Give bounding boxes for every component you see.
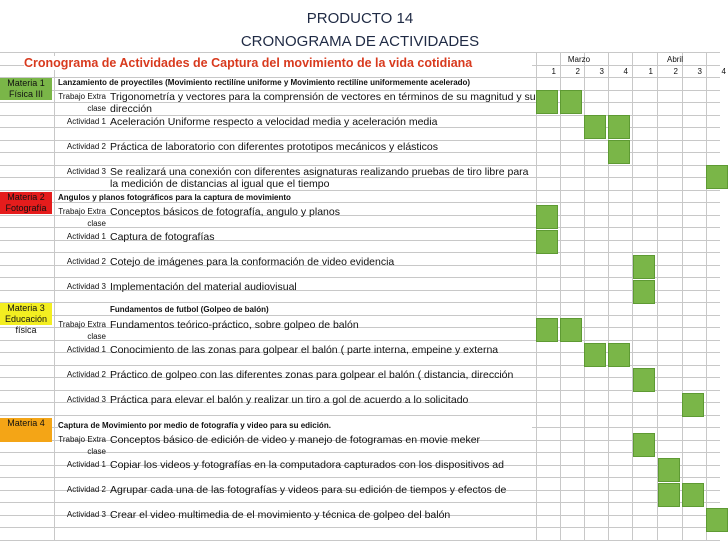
gantt-cell: [706, 508, 728, 532]
activity-label: Actividad 1: [66, 345, 106, 354]
gantt-cell: [682, 393, 704, 417]
gantt-cell: [608, 343, 630, 367]
activity-description: Copiar los videos y fotografías en la computadora capturados con los dispositivos ad: [110, 459, 504, 471]
grid-line: [0, 315, 720, 316]
grid-line: [0, 52, 720, 53]
grid-line: [536, 52, 537, 540]
activity-label: Trabajo Extra clase: [58, 92, 106, 113]
activity-description: Agrupar cada una de las fotografías y videos para su edición de tiempos y efectos de: [110, 484, 507, 496]
activity-description: Conceptos básicos de fotografía, angulo y planos: [110, 206, 340, 218]
gantt-cell: [658, 483, 680, 507]
week-label: 3: [599, 67, 604, 76]
activity-label: Actividad 3: [66, 167, 106, 176]
activity-label: Actividad 1: [66, 232, 106, 241]
activity-description: Fundamentos teórico-práctico, sobre golpeo de balón: [110, 319, 359, 331]
grid-line: [706, 52, 707, 540]
gantt-cell: [560, 318, 582, 342]
week-label: 4: [623, 67, 628, 76]
week-label: 2: [673, 67, 678, 76]
activity-description: Implementación del material audiovisual: [110, 281, 297, 293]
week-label: 3: [697, 67, 702, 76]
activity-description: Conocimiento de las zonas para golpear el balón ( parte interna, empeine y externa: [110, 344, 499, 356]
week-label: 2: [575, 67, 580, 76]
gantt-cell: [560, 90, 582, 114]
subject-label: Materia 2 Fotografía: [0, 192, 52, 214]
grid-line: [560, 52, 561, 540]
gantt-cell: [608, 115, 630, 139]
week-label: 1: [551, 67, 556, 76]
activity-description: Práctica de laboratorio con diferentes prototipos mecánicos y elásticos: [110, 141, 439, 153]
activity-description: Aceleración Uniforme respecto a velocidad media y aceleración media: [110, 116, 438, 128]
activity-label: Actividad 3: [66, 282, 106, 291]
activity-label: Actividad 1: [66, 117, 106, 126]
grid-line: [682, 52, 683, 540]
gantt-cell: [608, 140, 630, 164]
activity-label: Actividad 3: [66, 510, 106, 519]
gantt-cell: [536, 205, 558, 229]
gantt-cell: [706, 165, 728, 189]
activity-label: Actividad 2: [66, 257, 106, 266]
activity-description: Práctica para elevar el balón y realizar un tiro a gol de acuerdo a lo solicitado: [110, 394, 469, 406]
gantt-cell: [584, 115, 606, 139]
schedule-banner: Cronograma de Actividades de Captura del movimiento de la vida cotidiana: [24, 56, 532, 70]
activity-label: Trabajo Extra clase: [58, 320, 106, 341]
gantt-cell: [536, 230, 558, 254]
section-title: Angulos y planos fotográficos para la captura de movimiento: [58, 193, 532, 202]
gantt-cell: [682, 483, 704, 507]
activity-label: Actividad 2: [66, 142, 106, 151]
gantt-cell: [536, 90, 558, 114]
activity-label: Actividad 1: [66, 460, 106, 469]
activity-label: Actividad 2: [66, 370, 106, 379]
month-label: Abril: [666, 55, 683, 64]
activity-label: Trabajo Extra clase: [58, 435, 106, 456]
subject-label: Materia 1 Física III: [0, 78, 52, 100]
gantt-cell: [536, 318, 558, 342]
activity-description: Captura de fotografías: [110, 231, 215, 243]
subject-label: Materia 3 Educación física: [0, 303, 52, 325]
grid-line: [0, 202, 720, 203]
gantt-cell: [633, 433, 655, 457]
grid-line: [0, 190, 720, 191]
activity-description: Práctico de golpeo con las diferentes zonas para golpear el balón ( distancia, dirección: [110, 369, 514, 381]
month-label: Marzo: [567, 55, 591, 64]
section-title: Captura de Movimiento por medio de fotografía y video para su edición.: [58, 421, 532, 430]
gantt-cell: [584, 343, 606, 367]
activity-label: Trabajo Extra clase: [58, 207, 106, 228]
subject-label: Materia 4: [0, 418, 52, 442]
gantt-cell: [633, 255, 655, 279]
section-title: Fundamentos de futbol (Golpeo de balón): [110, 305, 530, 314]
activity-label: Actividad 3: [66, 395, 106, 404]
gantt-cell: [633, 280, 655, 304]
week-label: 4: [721, 67, 726, 76]
activity-label: Actividad 2: [66, 485, 106, 494]
week-label: 1: [648, 67, 653, 76]
activity-description: Se realizará una conexión con diferentes asignaturas realizando pruebas de tiro libre para la medición de distancias al igual que el tiempo: [110, 166, 529, 190]
gantt-cell: [633, 368, 655, 392]
section-title: Lanzamiento de proyectiles (Movimiento rectilíne uniforme y Movimiento rectilíne uniformemente acelerado): [58, 78, 532, 87]
gantt-cell: [658, 458, 680, 482]
page-subtitle: CRONOGRAMA DE ACTIVIDADES: [240, 33, 480, 50]
activity-description: Crear el video multimedia de el movimiento y técnica de golpeo del balón: [110, 509, 451, 521]
activity-description: Conceptos básico de edición de video y manejo de fotogramas en movie meker: [110, 434, 481, 446]
activity-description: Cotejo de imágenes para la conformación de video evidencia: [110, 256, 395, 268]
page-title: PRODUCTO 14: [306, 10, 414, 27]
activity-description: Trigonometría y vectores para la comprensión de vectores en términos de su magnitud y su dirección: [110, 91, 536, 115]
